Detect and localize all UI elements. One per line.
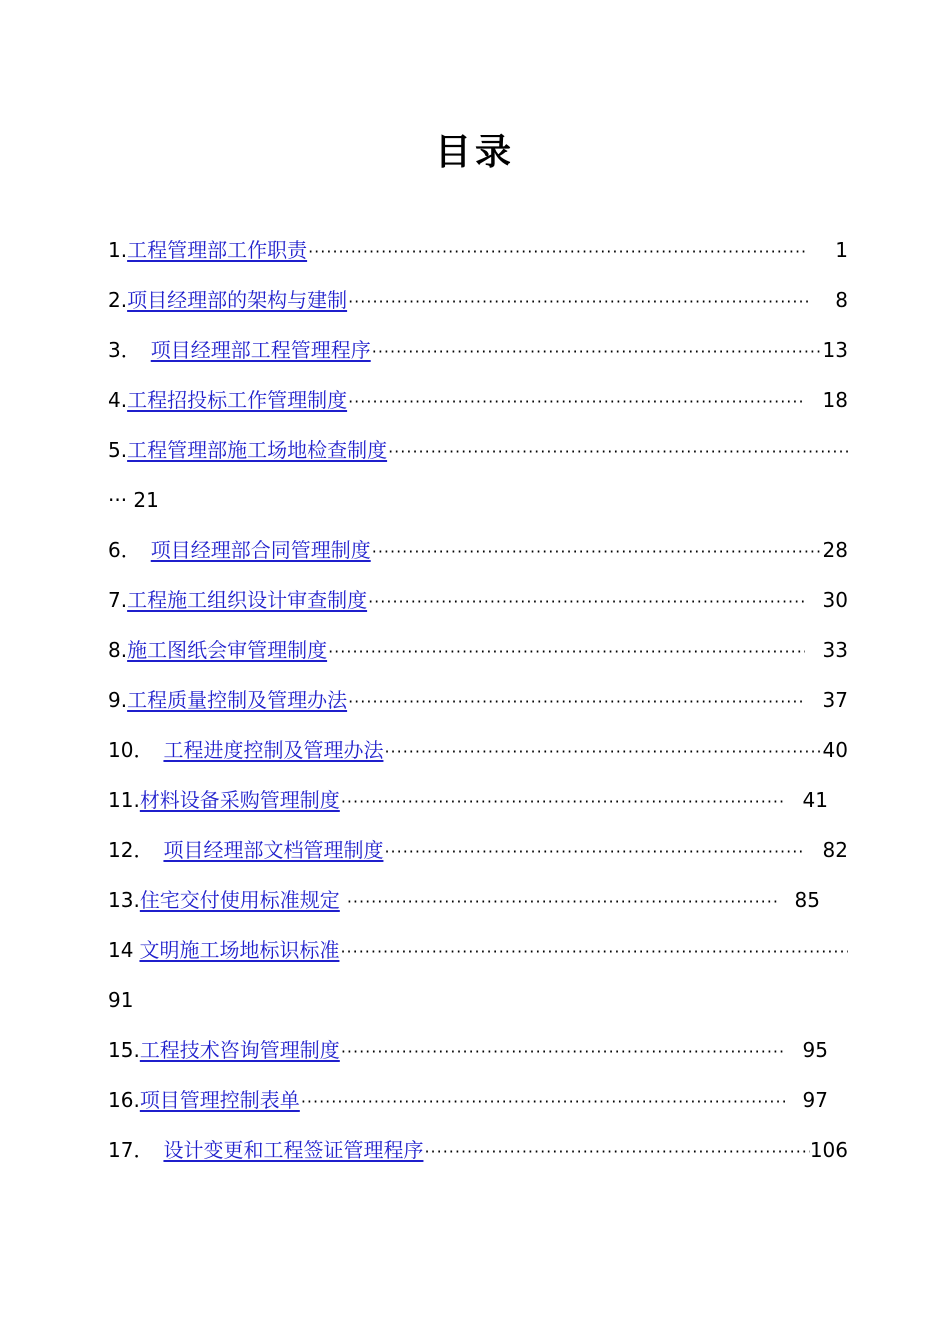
dot-leader [368, 577, 804, 625]
toc-page-number: 106 [809, 1138, 848, 1162]
toc-entry-number: 10． [108, 738, 154, 762]
toc-entry-link[interactable]: 工程管理部工作职责 [127, 238, 308, 262]
toc-entry-11[interactable] [108, 775, 848, 825]
toc-entry-number: 13. [108, 888, 140, 912]
toc-entry-link[interactable]: 材料设备采购管理制度 [139, 788, 340, 812]
toc-entry-link[interactable]: 设计变更和工程签证管理程序 [163, 1138, 424, 1162]
toc-page-number: 1 [835, 238, 848, 262]
dot-leader [328, 627, 804, 675]
toc-entry-number: 4. [108, 388, 128, 412]
dot-leader [424, 1127, 809, 1175]
dot-leader [348, 677, 804, 725]
toc-page-number: 85 [794, 888, 820, 912]
table-of-contents [108, 225, 848, 1175]
dot-leader [347, 877, 777, 925]
toc-entry-link[interactable]: 文明施工场地标识标准 [139, 938, 340, 962]
toc-entry-link[interactable]: 工程技术咨询管理制度 [139, 1038, 340, 1062]
toc-entry-number: 15. [108, 1038, 140, 1062]
toc-page-number: 33 [822, 638, 848, 662]
toc-page-number: 8 [835, 288, 848, 312]
toc-entry-link[interactable]: 工程招投标工作管理制度 [127, 388, 348, 412]
toc-entry-link[interactable]: 项目管理控制表单 [139, 1088, 300, 1112]
toc-page-number: 28 [822, 538, 848, 562]
toc-page-number: 41 [802, 788, 828, 812]
toc-entry-8[interactable] [108, 625, 848, 675]
dot-leader [341, 777, 785, 825]
dot-leader [348, 277, 808, 325]
dot-leader [372, 527, 823, 575]
toc-entry-5[interactable] [108, 425, 848, 475]
dot-leader [341, 1027, 785, 1075]
toc-page-number: 30 [822, 588, 848, 612]
toc-entry-link[interactable]: 项目经理部合同管理制度 [150, 538, 371, 562]
toc-entry-number: 9. [108, 688, 128, 712]
dot-leader [388, 427, 848, 475]
dot-leader [340, 927, 848, 975]
toc-page-number: 13 [822, 338, 848, 362]
toc-page-number: 82 [822, 838, 848, 862]
toc-entry-number: 6． [108, 538, 141, 562]
toc-entry-link[interactable]: 施工图纸会审管理制度 [127, 638, 328, 662]
toc-entry-number: 3． [108, 338, 141, 362]
toc-page-number: 18 [822, 388, 848, 412]
toc-entry-15[interactable] [108, 1025, 848, 1075]
toc-entry-link[interactable]: 项目经理部文档管理制度 [163, 838, 384, 862]
dot-leader [384, 827, 804, 875]
toc-entry-10[interactable] [108, 725, 848, 775]
toc-entry-13[interactable] [108, 875, 848, 925]
toc-entry-5-continued [108, 475, 848, 525]
toc-entry-number: 7. [108, 588, 128, 612]
dot-leader [308, 227, 808, 275]
toc-page-number: 40 [822, 738, 848, 762]
toc-entry-16[interactable] [108, 1075, 848, 1125]
toc-entry-14[interactable] [108, 925, 848, 975]
toc-entry-2[interactable] [108, 275, 848, 325]
toc-entry-number: 14 [108, 938, 134, 962]
dot-leader [301, 1077, 785, 1125]
dot-leader [348, 377, 804, 425]
toc-entry-number: 8. [108, 638, 128, 662]
toc-entry-number: 12． [108, 838, 154, 862]
toc-page-number: 37 [822, 688, 848, 712]
toc-entry-number: 11. [108, 788, 140, 812]
toc-entry-link[interactable]: 工程进度控制及管理办法 [163, 738, 384, 762]
toc-entry-9[interactable] [108, 675, 848, 725]
toc-entry-14-continued [108, 975, 848, 1025]
toc-entry-link[interactable]: 工程质量控制及管理办法 [127, 688, 348, 712]
dot-leader [372, 327, 823, 375]
toc-page-number: 91 [108, 988, 134, 1012]
toc-page-number: ··· 21 [108, 488, 159, 512]
toc-page-number: 95 [802, 1038, 828, 1062]
toc-entry-number: 1. [108, 238, 128, 262]
toc-entry-link[interactable]: 项目经理部工程管理程序 [150, 338, 371, 362]
toc-entry-link[interactable]: 住宅交付使用标准规定 [139, 888, 340, 912]
toc-entry-number: 2. [108, 288, 128, 312]
toc-entry-number: 5. [108, 438, 128, 462]
toc-entry-12[interactable] [108, 825, 848, 875]
toc-entry-6[interactable] [108, 525, 848, 575]
toc-entry-4[interactable] [108, 375, 848, 425]
toc-entry-1[interactable] [108, 225, 848, 275]
toc-entry-link[interactable]: 项目经理部的架构与建制 [127, 288, 348, 312]
toc-entry-17[interactable] [108, 1125, 848, 1175]
toc-entry-link[interactable]: 工程施工组织设计审查制度 [127, 588, 368, 612]
toc-entry-number: 17． [108, 1138, 154, 1162]
toc-entry-7[interactable] [108, 575, 848, 625]
toc-entry-link[interactable]: 工程管理部施工场地检查制度 [127, 438, 388, 462]
toc-entry-number: 16. [108, 1088, 140, 1112]
dot-leader [384, 727, 822, 775]
toc-entry-3[interactable] [108, 325, 848, 375]
toc-page-number: 97 [802, 1088, 828, 1112]
page-title: 目录 [434, 132, 515, 173]
